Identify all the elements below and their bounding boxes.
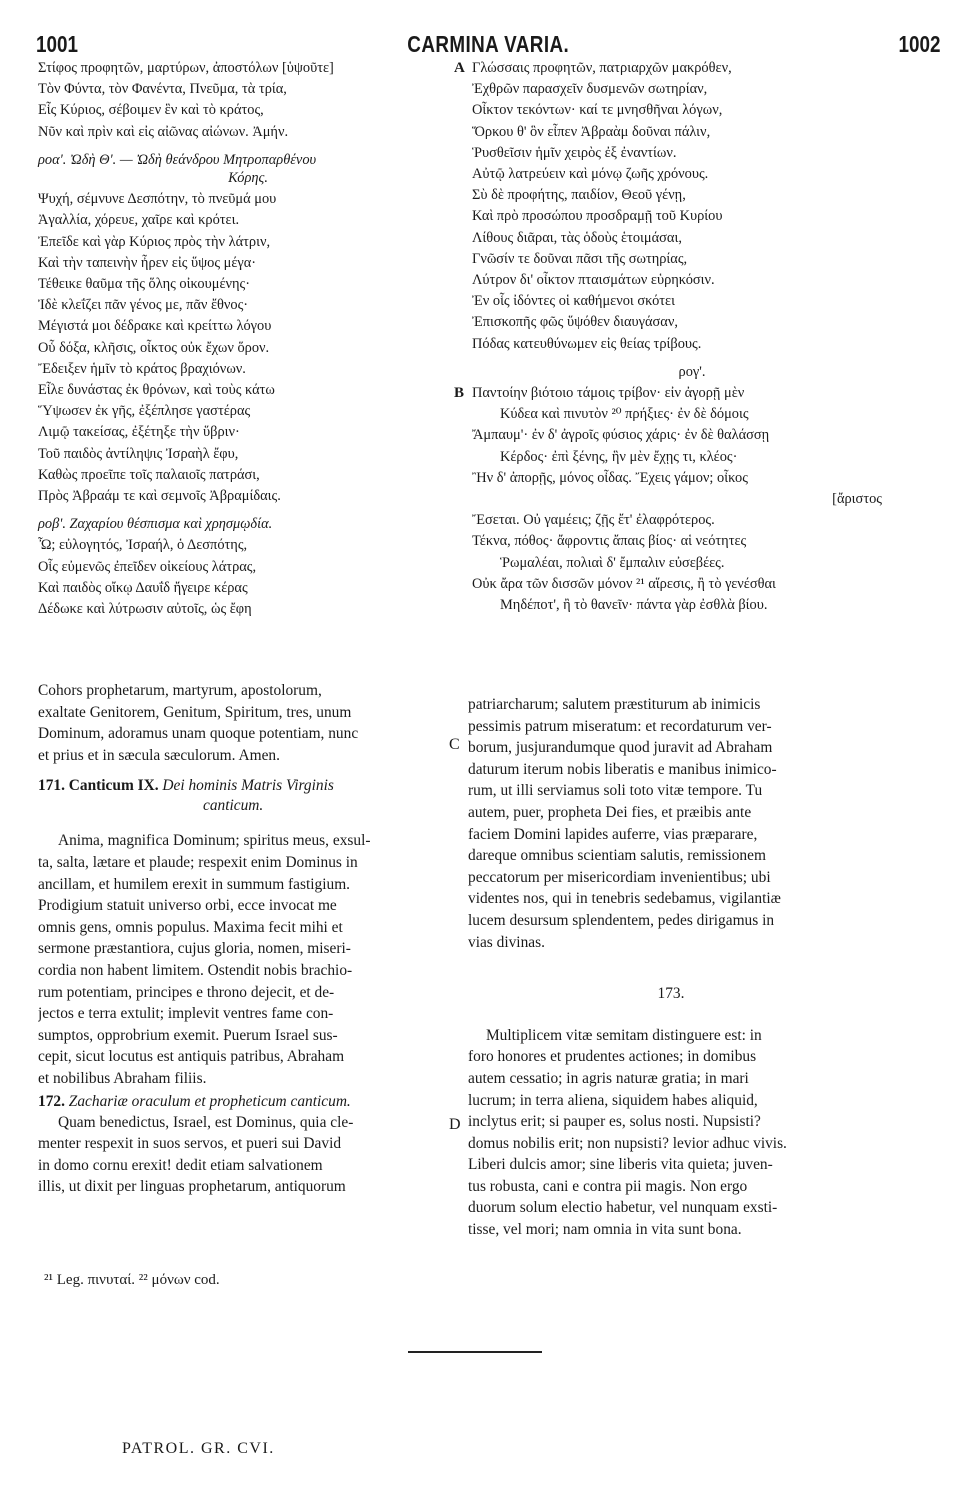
greek-line: Οὐκ ἄρα τῶν δισσῶν μόνον ²¹ αἵρεσις, ἢ τὸ γενέσθαι [472, 575, 776, 592]
latin-line: menter respexit in suos servos, et pueri sui David [38, 1135, 342, 1153]
section-heading-173-greek: ρογ'. [678, 363, 706, 380]
divider-rule [408, 1351, 542, 1353]
footnotes: ²¹ Leg. πινυταί. ²² μόνων cod. [44, 1272, 220, 1288]
greek-line: Εἷλε δυνάστας ἐκ θρόνων, καὶ τοὺς κάτω [38, 382, 275, 399]
greek-line: Μηδέποτ', ἢ τὸ θανεῖν· πάντα γὰρ ἐσθλὰ βίου. [500, 597, 768, 614]
margin-marker-a: A [454, 60, 465, 76]
greek-line: Ἔσεται. Οὐ γαμέεις; ζῇς ἔτ' ἐλαφρότερος. [472, 512, 715, 529]
greek-line: Ἄμπαυμ'· ἐν δ' ἀγροῖς φύσιος χάρις· ἐν δὲ θαλάσσῃ [472, 427, 770, 444]
greek-line: Στίφος προφητῶν, μαρτύρων, ἀποστόλων [ὑψοῦτε] [38, 60, 334, 76]
margin-marker-d: D [449, 1116, 461, 1133]
greek-line: Γλώσσαις προφητῶν, πατριαρχῶν μακρόθεν, [472, 60, 732, 76]
latin-line: domus nobilis erit; non nupsisti? levior adhuc vivis. [468, 1134, 787, 1152]
greek-line: Αὐτῷ λατρεύειν καὶ μόνῳ ζωῆς χρόνους. [472, 166, 709, 183]
greek-line: Καθὼς προεῖπε τοῖς παλαιοῖς πατράσι, [38, 466, 260, 483]
latin-line: tisse, vel mori; nam omnia in vita sunt bona. [468, 1221, 742, 1239]
greek-line: Οἶκτον τεκόντων· καί τε μνησθῆναι λόγων, [472, 102, 723, 119]
latin-line: sermone præstantiora, cujus gloria, nomen, miseri- [38, 940, 351, 958]
latin-line: Dominum, adoramus unam quoque potentiam, nunc [38, 725, 359, 743]
greek-line: Μέγιστά μοι δέδρακε καὶ κρείττω λόγου [38, 318, 272, 335]
heading-number: 171. Canticum IX. [38, 777, 159, 795]
greek-line: Ἔδειξεν ἡμῖν τὸ κράτος βραχιόνων. [38, 360, 246, 377]
greek-line: Ἀγαλλία, χόρευε, χαῖρε καὶ κρότει. [38, 212, 240, 229]
latin-left-column [38, 680, 446, 1198]
latin-line: foro honores et prudentes actiones; in domibus [468, 1048, 757, 1066]
latin-line: rum, ut illi serviamus soli toto vitæ tempore. Tu [468, 782, 763, 800]
ode-heading: ροα'. Ὠδὴ Θ'. — Ὠδὴ θεάνδρου Μητροπαρθένου [38, 151, 317, 168]
greek-line: Ἢν δ' ἀπορῇς, μόνος οἶδας. Ἔχεις γάμον; οἶκος [472, 469, 748, 486]
zacharias-heading: ροβ'. Ζαχαρίου θέσπισμα καὶ χρησμῳδία. [38, 516, 273, 533]
greek-line: Λιμῷ τακείσας, ἐξέτηξε τὴν ὕβριν· [38, 424, 240, 441]
section-heading-171 [38, 776, 446, 796]
greek-right-column [454, 58, 912, 616]
heading-title-cont: canticum. [203, 797, 264, 815]
latin-line: borum, jusjurandumque quod juravit ad Abraham [468, 739, 773, 757]
greek-line: Ὅρκου θ' ὃν εἶπεν Ἀβραὰμ δοῦναι πάλιν, [472, 123, 711, 140]
running-title: CARMINA VARIA. [407, 30, 570, 57]
latin-line: tus robusta, cani e contra pii magis. Non ergo [468, 1177, 748, 1195]
latin-line: lucrum; in terra aliena, siquidem habes aliquid, [468, 1091, 758, 1109]
latin-line: lucem desursum splendentem, pedes dirigamus in [468, 911, 775, 929]
latin-line: exaltate Genitorem, Genitum, Spiritum, tres, unum [38, 703, 352, 721]
greek-line: Ὕψωσεν ἐκ γῆς, ἐξέπλησε γαστέρας [38, 403, 251, 420]
greek-line: Ἐν οἷς ἰδόντες οἱ καθήμενοι σκότει [472, 293, 675, 310]
latin-line: cepit, sicut locutus est antiquis patribus, Abraham [38, 1048, 345, 1066]
greek-line: Ἐπισκοπῆς φῶς ὕψόθεν διαυγάσαν, [472, 314, 678, 331]
latin-line: jectos e terra extulit; implevit ventres fame con- [38, 1005, 334, 1023]
heading-title: Zachariæ oraculum et propheticum canticum. [68, 1092, 351, 1110]
greek-line: Ῥωμαλέαι, πολιαὶ δ' ἔμπαλιν εὐσεβέες. [500, 554, 725, 571]
greek-line: Δέδωκε καὶ λύτρωσιν αὐτοῖς, ὡς ἔφη [38, 601, 252, 618]
latin-line: vias divinas. [468, 933, 545, 951]
greek-line: [ἄριστος [832, 491, 882, 508]
latin-line: faciem Domini lapides auferre, vias præparare, [468, 825, 758, 843]
margin-marker-b: B [454, 385, 465, 402]
latin-line: patriarcharum; salutem præstiturum ab inimicis [468, 696, 761, 713]
greek-line: Τὸν Φύντα, τὸν Φανέντα, Πνεῦμα, τὰ τρία, [38, 81, 287, 98]
right-page-number: 1002 [898, 30, 941, 57]
greek-line: Παντοίην βιότοιο τάμοις τρίβον· εἰν ἀγορῇ μὲν [472, 385, 745, 402]
latin-line: duorum solum electio habetur, vel nunquam exsti- [468, 1199, 778, 1217]
latin-line: daturum iterum nobis liberatis e manibus inimico- [468, 760, 777, 778]
greek-line: Ὦ; εὐλογητός, Ἰσραήλ, ὁ Δεσπότης, [38, 537, 248, 554]
greek-line: Ἐπεῖδε καὶ γὰρ Κύριος πρὸς τὴν λάτριν, [38, 233, 271, 250]
greek-line: Καὶ παιδὸς οἴκῳ Δαυΐδ ἤγειρε κέρας [38, 579, 248, 596]
latin-line: sumptos, opprobrium exemit. Puerum Israel sus- [38, 1026, 338, 1044]
greek-line: Ψυχή, σέμνυνε Δεσπότην, τὸ πνεῦμά μου [38, 191, 277, 208]
greek-left-column [38, 58, 458, 620]
greek-line: Οὗ δόξα, κλῆσις, οἶκτος οὐκ ἔχων ὅρον. [38, 339, 270, 356]
latin-line: rum potentiam, principes e throno dejecit, et de- [38, 983, 335, 1001]
latin-line: autem cessatio; in agris naturæ gratia; in mari [468, 1069, 749, 1087]
greek-line: Γνῶσίν τε δοῦναι πᾶσι τῆς σωτηρίας, [472, 250, 688, 267]
greek-line: Νῦν καὶ πρὶν καὶ εἰς αἰῶνας αἰώνων. Ἀμήν. [38, 123, 289, 140]
greek-line: Κύδεα καὶ πινυτὸν ²⁰ πρήξιες· ἐν δὲ δόμοις [500, 406, 749, 423]
greek-line: Σὺ δὲ προφήτης, παιδίον, Θεοῦ γένῃ, [472, 187, 686, 204]
greek-line: Πόδας κατευθύνωμεν εἰς θείας τρίβους. [472, 335, 702, 352]
latin-line: illis, ut dixit per linguas prophetarum, antiquorum [38, 1178, 346, 1196]
latin-right-column [468, 694, 874, 1241]
latin-line: in domo cornu erexit! dedit etiam salvationem [38, 1156, 323, 1174]
latin-line: autem, puer, propheta Dei fies, et præibis ante [468, 803, 752, 821]
latin-line: inclytus erit; si pauper es, solus nosti. Nupsisti? [468, 1113, 761, 1131]
latin-line: Anima, magnifica Dominum; spiritus meus, exsul- [58, 832, 371, 850]
latin-line: Cohors prophetarum, martyrum, apostolorum, [38, 682, 322, 699]
latin-line: ta, salta, lætare et plaude; respexit enim Dominus in [38, 853, 358, 871]
page-header [36, 26, 941, 62]
greek-line: Ἐχθρῶν παρασχεῖν δυσμενῶν σωτηρίαν, [472, 81, 708, 98]
left-page-number: 1001 [36, 30, 78, 57]
greek-line: Εἷς Κύριος, σέβοιμεν ἓν καὶ τὸ κράτος, [38, 102, 264, 119]
greek-line: Κέρδος· ἐπὶ ξένης, ἣν μὲν ἔχῃς τι, κλέος· [500, 448, 738, 465]
latin-line: peccatorum per misericordiam invenientibus; ubi [468, 868, 771, 886]
greek-line: Καὶ πρὸ προσώπου προσδραμῇ τοῦ Κυρίου [472, 208, 723, 225]
greek-line: Καὶ τὴν ταπεινὴν ἦρεν εἰς ὕψος μέγα· [38, 254, 257, 271]
page-footer: PATROL. GR. CVI. [122, 1440, 275, 1457]
heading-number: 172. [38, 1092, 65, 1110]
greek-line: Ῥυσθεῖσιν ἡμῖν χειρὸς ἐξ ἐναντίων. [472, 144, 677, 161]
latin-line: omnis gens, omnis populus. Maxima fecit mihi et [38, 918, 343, 936]
latin-line: et prius et in sæcula sæculorum. Amen. [38, 746, 280, 764]
heading-title: Dei hominis Matris Virginis [162, 777, 334, 795]
latin-line: cordia non habent limitem. Ostendit nobis brachio- [38, 961, 353, 979]
ode-heading-cont: Κόρης. [228, 170, 268, 187]
greek-line: Λύτρον δι' οἶκτον πταισμάτων εὑρηκόσιν. [472, 272, 715, 289]
latin-line: Multiplicem vitæ semitam distinguere est: in [486, 1026, 762, 1044]
latin-line: ancillam, et humilem erexit in summum fastigium. [38, 875, 351, 893]
latin-line: videntes nos, qui in tenebris sedebamus, vigilantiæ [468, 890, 781, 908]
margin-marker-c: C [449, 736, 460, 753]
greek-line: Λίθους διᾶραι, τὰς ὁδοὺς ἑτοιμάσαι, [472, 229, 682, 246]
latin-line: et nobilibus Abraham filiis. [38, 1069, 207, 1087]
greek-line: Πρὸς Ἀβραάμ τε καὶ σεμνοῖς Ἀβραμίδαις. [38, 488, 281, 505]
latin-line: Prodigium statuit universo orbi, ecce invocat me [38, 897, 337, 915]
latin-line: Quam benedictus, Israel, est Dominus, quia cle- [58, 1113, 354, 1131]
latin-line: pessimis patrum miseratum: et recordaturum ver- [468, 717, 772, 735]
greek-line: Τέκνα, πόθος· ἄφροντις ἄπαις βίος· αἱ νεότητες [472, 533, 747, 550]
latin-line: dareque omnibus scientiam salutis, remissionem [468, 847, 766, 865]
latin-line: Liberi dulcis amor; sine liberis vita quieta; juven- [468, 1156, 773, 1174]
greek-line: Τοῦ παιδὸς ἀντίληψις Ἰσραὴλ ἔφυ, [38, 445, 239, 462]
section-heading-173: 173. [657, 985, 685, 1003]
greek-line: Ἰδὲ κλεΐζει πᾶν γένος με, πᾶν ἔθνος· [38, 297, 249, 314]
section-heading-172 [38, 1092, 446, 1112]
greek-line: Τέθεικε θαῦμα τῆς ὅλης οἰκουμένης· [38, 276, 251, 293]
greek-line: Οἷς εὐμενῶς ἐπεῖδεν οἰκείους λάτρας, [38, 558, 257, 575]
